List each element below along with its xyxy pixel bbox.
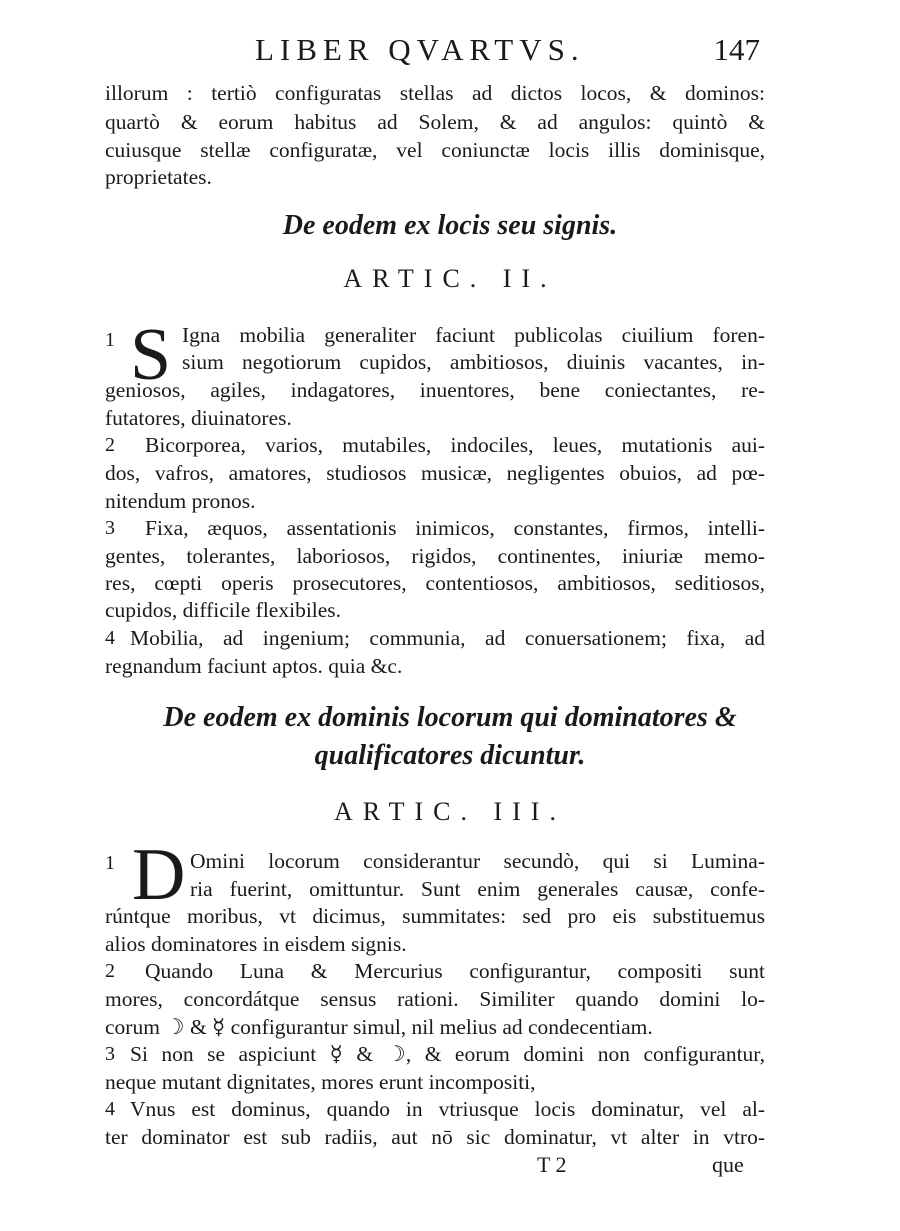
- item-line: rúntque moribus, vt dicimus, summitates: sed pro eis substituemus: [105, 904, 765, 928]
- item-number: 2: [105, 434, 115, 456]
- item-line: futatores, diuinatores.: [105, 406, 292, 430]
- item-line: regnandum faciunt aptos. quia &c.: [105, 654, 403, 678]
- item-line: Si non se aspiciunt ☿ & ☽, & eorum domini non configurantur,: [130, 1042, 765, 1066]
- item-number: 1: [105, 852, 115, 874]
- item-number: 4: [105, 627, 115, 649]
- item-line: Quando Luna & Mercurius configurantur, compositi sunt: [145, 959, 765, 983]
- item-line: Omini locorum considerantur secundò, qui si Lumina-: [190, 849, 765, 873]
- article-heading: ARTIC. III.: [334, 797, 566, 826]
- intro-line: cuiusque stellæ configuratæ, vel coniunctæ locis illis dominisque,: [105, 138, 765, 162]
- item-line: ria fuerint, omittuntur. Sunt enim generales causæ, confe-: [190, 877, 765, 901]
- item-line: Fixa, æquos, assentationis inimicos, constantes, firmos, intelli-: [145, 516, 765, 540]
- article-heading: ARTIC. II.: [343, 264, 557, 293]
- intro-line: quartò & eorum habitus ad Solem, & ad angulos: quintò &: [105, 110, 765, 134]
- running-title: LIBER QVARTVS.: [255, 32, 585, 67]
- section-heading: De eodem ex locis seu signis.: [282, 210, 618, 241]
- drop-cap: S: [130, 314, 172, 396]
- item-line: gentes, tolerantes, laboriosos, rigidos, continentes, iniuriæ memo-: [105, 544, 765, 568]
- item-line: Vnus est dominus, quando in vtriusque locis dominatur, vel al-: [130, 1097, 765, 1121]
- item-number: 4: [105, 1098, 115, 1120]
- item-number: 1: [105, 329, 115, 351]
- catchword: que: [712, 1152, 744, 1177]
- item-number: 3: [105, 517, 115, 539]
- item-line: nitendum pronos.: [105, 489, 256, 513]
- intro-line: illorum : tertiò configuratas stellas ad dictos locos, & dominos:: [105, 81, 765, 105]
- item-line: geniosos, agiles, indagatores, inuentores, bene coniectantes, re-: [105, 378, 765, 402]
- item-line: Mobilia, ad ingenium; communia, ad conuersationem; fixa, ad: [130, 626, 765, 650]
- item-line: Bicorporea, varios, mutabiles, indociles, leues, mutationis aui-: [145, 433, 765, 457]
- item-number: 2: [105, 960, 115, 982]
- item-line: Igna mobilia generaliter faciunt publicolas ciuilium foren-: [182, 323, 765, 347]
- section-heading: qualificatores dicuntur.: [314, 740, 586, 771]
- page-header: [0, 30, 900, 74]
- item-line: cupidos, difficile flexibiles.: [105, 598, 342, 622]
- item-number: 3: [105, 1043, 115, 1065]
- signature-mark: T 2: [537, 1152, 567, 1177]
- item-line: ter dominator est sub radiis, aut nō sic dominatur, vt alter in vtro-: [105, 1125, 765, 1149]
- page-number: 147: [713, 32, 760, 67]
- section-heading: De eodem ex dominis locorum qui dominatores &: [163, 702, 737, 733]
- item-line: mores, concordátque sensus rationi. Similiter quando domini lo-: [105, 987, 765, 1011]
- drop-cap: D: [132, 834, 186, 916]
- item-line: res, cœpti operis prosecutores, contentiosos, ambitiosos, seditiosos,: [105, 571, 765, 595]
- intro-line: proprietates.: [105, 165, 212, 189]
- item-line: neque mutant dignitates, mores erunt incompositi,: [105, 1070, 536, 1094]
- item-line: alios dominatores in eisdem signis.: [105, 932, 407, 956]
- item-line: corum ☽ & ☿ configurantur simul, nil melius ad condecentiam.: [105, 1015, 653, 1039]
- item-line: sium negotiorum cupidos, ambitiosos, diuinis vacantes, in-: [182, 350, 765, 374]
- item-line: dos, vafros, amatores, studiosos musicæ, negligentes obuios, ad pœ-: [105, 461, 765, 485]
